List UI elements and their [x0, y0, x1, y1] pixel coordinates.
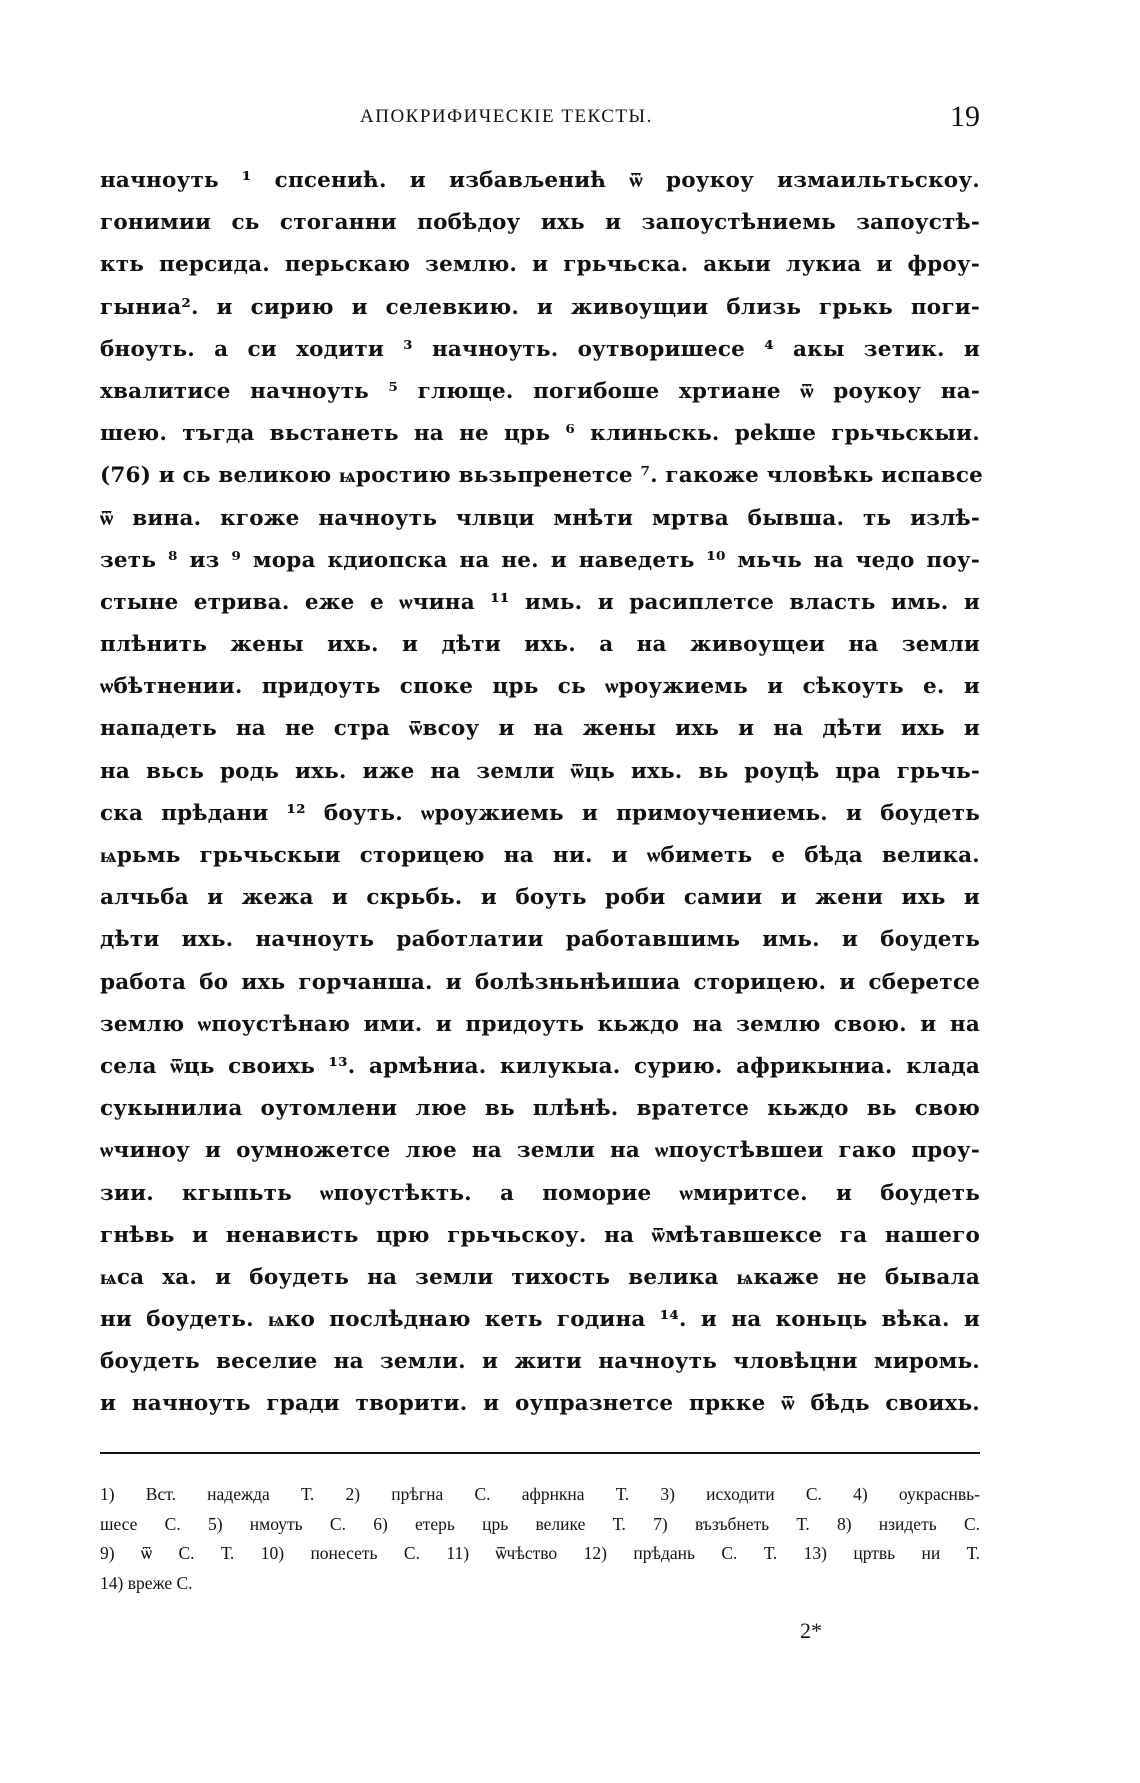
text-line: села ѿць своихь ¹³. армѣниа. килукыа. сурию. африкыниа. клада: [100, 1053, 980, 1079]
text-line: начноуть ¹ спсенић. и избављенић ѿ роукоу измаильтьскоу.: [100, 168, 980, 193]
text-line: нападеть на не стра ѿвсоу и на жены ихь и на дѣти ихь и: [100, 716, 980, 742]
text-line: бноуть. а си ходити ³ начноуть. оутворишесе ⁴ акы зетик. и: [100, 336, 980, 362]
text-line: ни боудеть. ѩко послѣднаю кеть година ¹⁴. и на коньць вѣка. и: [100, 1307, 980, 1333]
text-line: зии. кгыпьть ѡпоустѣкть. а поморие ѡмиритсе. и боудеть: [100, 1180, 980, 1206]
running-head: [100, 100, 980, 140]
footnote-rule: [100, 1452, 980, 1454]
text-line: боудеть веселие на земли. и жити начноуть чловѣцни миромь.: [100, 1349, 980, 1375]
text-line: ѩса ха. и боудеть на земли тихость велика ѩкаже не бывала: [100, 1264, 980, 1290]
text-line: ска прѣдани ¹² боуть. ѡроужиемь и примоучениемь. и боудеть: [100, 800, 980, 826]
text-line: алчьба и жежа и скрьбь. и боуть роби самии и жени ихь и: [100, 885, 980, 911]
footnote-line: 9) ѿ С. Т. 10) понесеть С. 11) ѿчѣство 12) прѣдань С. Т. 13) цртвь ни Т.: [100, 1543, 980, 1563]
text-line: гнѣвь и ненависть црю грьчьскоу. на ѿмѣтавшексе га нашего: [100, 1222, 980, 1248]
text-line: ѡчиноу и оумножетсе люе на земли на ѡпоустѣвшеи гако проу-: [100, 1138, 980, 1164]
main-text: [100, 160, 983, 1426]
text-line: на вьсь родь ихь. иже на земли ѿць ихь. вь роуцѣ цра грьчь-: [100, 758, 980, 784]
text-line: землю ѡпоустѣнаю ими. и придоуть кьждо на землю свою. и на: [100, 1011, 980, 1037]
text-line: гонимии сь стоганни побѣдоу ихь и запоустѣниемь запоустѣ-: [100, 210, 980, 236]
text-line: ѡбѣтнении. придоуть споке црь сь ѡроужиемь и сѣкоуть е. и: [100, 674, 980, 700]
footnote-line: 14) вреже С.: [100, 1572, 193, 1593]
text-line: плѣнить жены ихь. и дѣти ихь. а на живоущеи на земли: [100, 632, 980, 658]
text-line: дѣти ихь. начноуть работлатии работавшимь имь. и боудеть: [100, 927, 980, 953]
footnote-line: 1) Вст. надежда Т. 2) прѣгна С. афрнкна Т. 3) исходити С. 4) оукраснвь-: [100, 1484, 980, 1504]
text-line: сукынилиа оутомлени люе вь плѣнѣ. вратетсе кьждо вь свою: [100, 1096, 980, 1122]
text-line: зеть ⁸ из ⁹ мора кдиопска на не. и наведеть ¹⁰ мьчь на чедо поу-: [100, 547, 980, 573]
text-line: стыне етрива. еже е ѡчина ¹¹ имь. и расиплетсе власть имь. и: [100, 589, 980, 615]
text-line: (76) и сь великою ѩростию вьзьпренетсе ⁷. гакоже чловѣкь испавсе: [100, 463, 983, 489]
running-title: АПОКРИФИЧЕСКІЕ ТЕКСТЫ.: [360, 106, 653, 127]
text-line: гыниа². и сирию и селевкию. и живоущии близь грькь поги-: [100, 294, 980, 320]
text-line: шею. тъгда вьстанеть на не црь ⁶ клиньскь. реkше грьчьскыи.: [100, 421, 980, 447]
page-number: 19: [950, 100, 980, 133]
text-line: ѩрьмь грьчьскыи сторицею на ни. и ѡбиметь е бѣда велика.: [100, 843, 980, 868]
text-line: ѿ вина. кгоже начноуть члвци мнѣти мртва бывша. ть излѣ-: [100, 505, 980, 531]
printer-signature: 2*: [800, 1618, 822, 1643]
footnotes: [100, 1480, 980, 1598]
text-line: кть персида. перьскаю землю. и грьчьска. акыи лукиа и фроу-: [100, 252, 980, 278]
text-line: и начноуть гради творити. и оупразнетсе пркке ѿ бѣдь своихь.: [100, 1391, 980, 1417]
text-line: работа бо ихь горчанша. и болѣзньнѣишиа сторицею. и сберетсе: [100, 969, 980, 995]
text-line: хвалитисе начноуть ⁵ глюще. погибоше хртиане ѿ роукоу на-: [100, 378, 980, 404]
footnote-line: шесе С. 5) нмоуть С. 6) етерь црь велике Т. 7) възъбнеть Т. 8) нзидеть С.: [100, 1513, 980, 1534]
